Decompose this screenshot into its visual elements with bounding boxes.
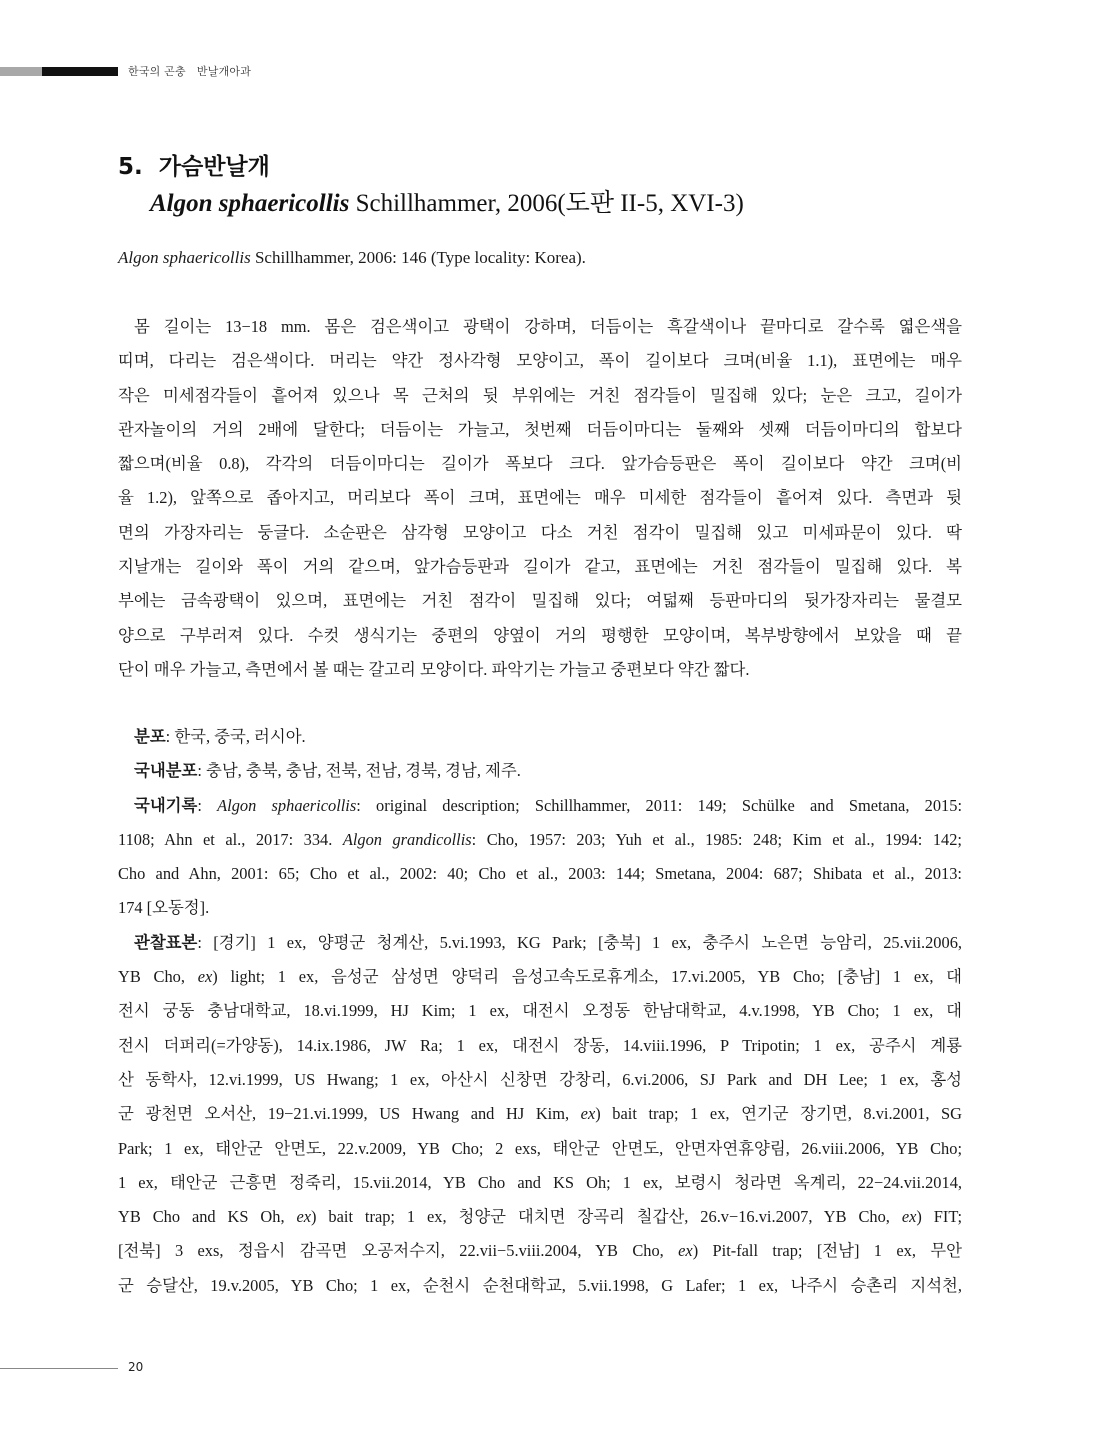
specimens-line [118,1234,962,1268]
specimens-label: 관찰표본 [134,932,198,952]
description-line: 면의 가장자리는 둥글다. 소순판은 삼각형 모양이고 다소 거친 점각이 밀집해 있고 미세파문이 있다. 딱 [118,522,962,542]
specimens-text: [전북] 3 exs, 정읍시 감곡면 오공저수지, 22.vii−5.viii.2004, YB Cho, [118,1241,679,1261]
specimens-text: 군 광천면 오서산, 19−21.vi.1999, US Hwang and HJ Kim, [118,1104,581,1124]
type-citation [118,248,586,268]
citation-text: Schillhammer, 2006: 146 (Type locality: Korea). [250,248,586,267]
header-grey-bar [0,67,42,76]
records-section [118,720,962,1303]
specimens-ex: ex [678,1241,693,1261]
records-text: : [197,795,218,815]
description-line: 부에는 금속광택이 있으며, 표면에는 거친 점각이 밀집해 있다; 여덟째 등판마디의 뒷가장자리는 물결모 [118,591,962,611]
domestic-records-line: Cho and Ahn, 2001: 65; Cho et al., 2002: 40; Cho et al., 2003: 144; Smetana, 2004: 687; Shibata et al., 2013: [118,864,962,884]
specimens-line: 1 ex, 태안군 근흥면 정죽리, 15.vii.2014, YB Cho and KS Oh; 1 ex, 보령시 청라면 옥계리, 22−24.vii.2014, [118,1172,962,1192]
species-authority: Schillhammer, 2006 [349,190,558,217]
records-species: Algon sphaericollis [217,795,357,815]
records-text: : original description; Schillhammer, 2011: 149; Schülke and Smetana, 2015: [356,795,963,815]
specimens-ex: ex [296,1207,312,1227]
description-line: 지날개는 길이와 폭이 거의 같으며, 앞가슴등판과 길이가 같고, 표면에는 거친 점각들이 밀집해 있다. 복 [118,557,962,577]
description-line: 작은 미세점각들이 흩어져 있으나 목 근처의 뒷 부위에는 거친 점각들이 밀집해 있다; 눈은 크고, 길이가 [118,385,962,405]
specimens-line [118,926,962,960]
specimens-ex: ex [580,1104,596,1124]
description-line: 양으로 구부러져 있다. 수컷 생식기는 중편의 양옆이 거의 평행한 모양이며, 복부방향에서 보았을 때 끝 [118,625,962,645]
specimens-text: ) Pit-fall trap; [전남] 1 ex, 무안 [692,1241,962,1261]
header-black-bar [42,67,118,76]
specimens-line: 전시 더퍼리(=가양동), 14.ix.1986, JW Ra; 1 ex, 대전시 장동, 14.viii.1996, P Tripotin; 1 ex, 공주시 계룡 [118,1035,962,1055]
specimens-line [118,1200,962,1234]
specimens-text: ) bait trap; 1 ex, 청양군 대치면 장곡리 칠갑산, 26.v−16.vi.2007, YB Cho, [311,1207,902,1227]
records-text: : Cho, 1957: 203; Yuh et al., 1985: 248; Kim et al., 1994: 142; [471,829,962,849]
description-line: 관자놀이의 거의 2배에 달한다; 더듬이는 가늘고, 첫번째 더듬이마디는 둘째와 셋째 더듬이마디의 합보다 [118,419,962,439]
footer-rule [0,1368,118,1369]
species-title [150,183,744,219]
specimens-text: YB Cho, [118,967,198,987]
citation-species: Algon sphaericollis [118,248,251,267]
domestic-records-line [118,789,962,823]
domestic-records-line: 174 [오동정]. [118,898,210,918]
page-number: 20 [128,1360,144,1374]
specimens-text: ) bait trap; 1 ex, 연기군 장기면, 8.vi.2001, SG [595,1104,963,1124]
records-text: 1108; Ahn et al., 2017: 334. [118,829,343,849]
domestic-distribution-line [118,754,962,788]
plate-reference: (도판 II-5, XVI-3) [557,190,744,217]
specimens-line: 산 동학사, 12.vi.1999, US Hwang; 1 ex, 아산시 신창면 강창리, 6.vi.2006, SJ Park and DH Lee; 1 ex, 홍성 [118,1069,962,1089]
records-species: Algon grandicollis [342,829,472,849]
description-paragraph [118,310,962,687]
specimens-ex: ex [901,1207,917,1227]
distribution-text: : 한국, 중국, 러시아. [165,727,306,746]
domestic-records-label: 국내기록 [134,795,198,815]
description-line: 율 1.2), 앞쪽으로 좁아지고, 머리보다 폭이 크며, 표면에는 매우 미세한 점각들이 흩어져 있다. 측면과 뒷 [118,488,962,508]
specimens-text: ) FIT; [916,1207,962,1227]
description-line: 몸 길이는 13−18 mm. 몸은 검은색이고 광택이 강하며, 더듬이는 흑갈색이나 끝마디로 갈수록 엷은색을 [134,317,962,336]
description-line: 단이 매우 가늘고, 측면에서 볼 때는 갈고리 모양이다. 파악기는 가늘고 중편보다 약간 짧다. [118,659,750,679]
distribution-label: 분포 [134,727,166,746]
species-name: Algon sphaericollis [150,190,350,217]
specimens-text: YB Cho and KS Oh, [118,1207,297,1227]
section-title: 5. 가슴반날개 [118,154,270,180]
description-line: 짧으며(비율 0.8), 각각의 더듬이마디는 길이가 폭보다 크다. 앞가슴등판은 폭이 길이보다 약간 크며(비 [118,454,962,474]
specimens-line: Park; 1 ex, 태안군 안면도, 22.v.2009, YB Cho; 2 exs, 태안군 안면도, 안면자연휴양림, 26.viii.2006, YB Cho; [118,1138,962,1158]
domestic-records-line [118,823,962,857]
description-line: 띠며, 다리는 검은색이다. 머리는 약간 정사각형 모양이고, 폭이 길이보다 크며(비율 1.1), 표면에는 매우 [118,351,962,371]
specimens-line: 군 승달산, 19.v.2005, YB Cho; 1 ex, 순천시 순천대학교, 5.vii.1998, G Lafer; 1 ex, 나주시 승촌리 지석천, [118,1275,962,1295]
specimens-line [118,1097,962,1131]
domestic-distribution-text: : 충남, 충북, 충남, 전북, 전남, 경북, 경남, 제주. [197,761,521,781]
specimens-text: : [경기] 1 ex, 양평군 청계산, 5.vi.1993, KG Park; [충북] 1 ex, 충주시 노은면 능암리, 25.vii.2006, [197,932,962,952]
specimens-text: ) light; 1 ex, 음성군 삼성면 양덕리 음성고속도로휴게소, 17.vi.2005, YB Cho; [충남] 1 ex, 대 [212,967,962,987]
running-header: 한국의 곤충 반날개아과 [128,65,252,78]
specimens-ex: ex [197,967,213,987]
specimens-line [118,960,962,994]
distribution-line [118,720,962,754]
domestic-distribution-label: 국내분포 [134,761,198,781]
specimens-line: 전시 궁동 충남대학교, 18.vi.1999, HJ Kim; 1 ex, 대전시 오정동 한남대학교, 4.v.1998, YB Cho; 1 ex, 대 [118,1001,962,1021]
